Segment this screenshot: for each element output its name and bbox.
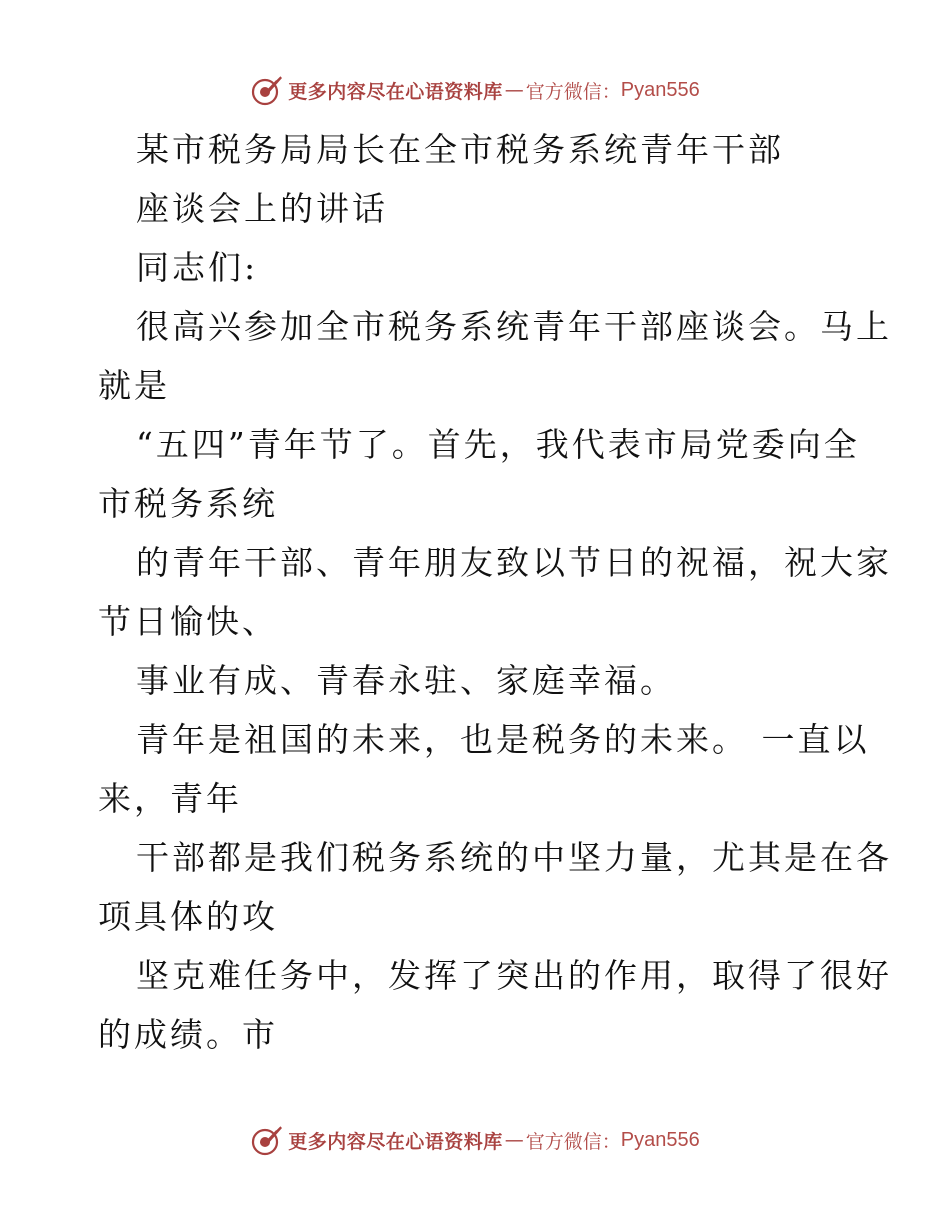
document-line: 很高兴参加全市税务系统青年干部座谈会。马上: [136, 307, 892, 346]
header-contact-label: 官方微信：: [525, 80, 621, 103]
document-line: 某市税务局局长在全市税务系统青年干部: [136, 130, 784, 169]
header-separator: —: [504, 79, 524, 101]
document-line: 事业有成、青春永驻、家庭幸福。: [136, 661, 676, 700]
document-line: 就是: [98, 366, 170, 405]
footer-contact-id: Pyan556: [620, 1128, 700, 1151]
document-line: 的青年干部、青年朋友致以节日的祝福，祝大家: [136, 543, 892, 582]
header-brand-text: 更多内容尽在心语资料库: [288, 80, 503, 103]
header-banner: [0, 70, 950, 110]
document-body: [98, 120, 892, 1064]
footer-banner: [0, 1120, 950, 1160]
document-line: 青年是祖国的未来，也是税务的未来。 一直以: [136, 720, 870, 759]
document-line: 干部都是我们税务系统的中坚力量，尤其是在各: [136, 838, 892, 877]
footer-contact-label: 官方微信：: [525, 1130, 621, 1153]
document-line: 同志们:: [136, 248, 259, 287]
quill-pen-circle-icon: [250, 1123, 284, 1157]
footer-separator: —: [504, 1129, 524, 1151]
document-line: 坚克难任务中，发挥了突出的作用，取得了很好: [136, 956, 892, 995]
document-line: 市税务系统: [98, 484, 278, 523]
document-line: “五四”青年节了。首先，我代表市局党委向全: [136, 425, 860, 464]
document-line: 座谈会上的讲话: [136, 189, 388, 228]
document-line: 节日愉快、: [98, 602, 278, 641]
document-line: 的成绩。市: [98, 1015, 278, 1054]
document-line: 项具体的攻: [98, 897, 278, 936]
footer-brand-text: 更多内容尽在心语资料库: [288, 1130, 503, 1153]
header-contact-id: Pyan556: [620, 78, 700, 101]
quill-pen-circle-icon: [250, 73, 284, 107]
document-line: 来，青年: [98, 779, 242, 818]
